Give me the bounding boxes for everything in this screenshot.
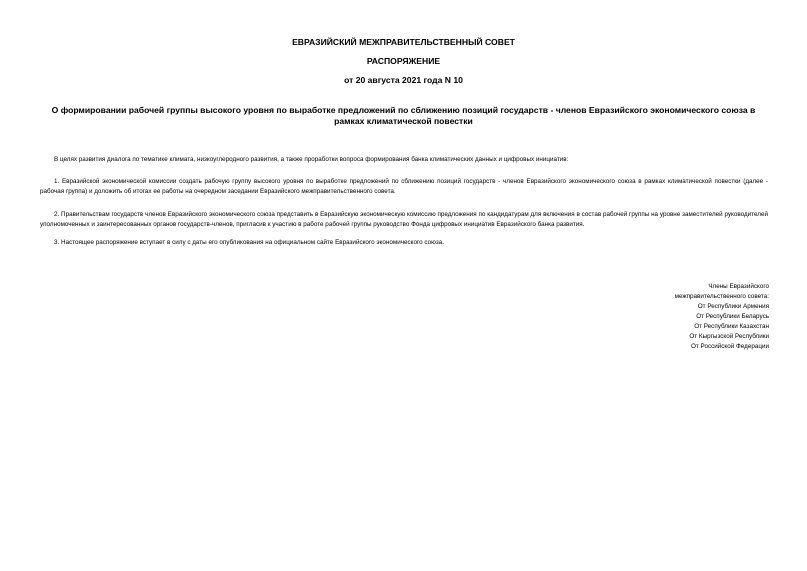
signatory-belarus: От Республики Беларусь: [696, 313, 769, 320]
document-date: от 20 августа 2021 года N 10: [344, 75, 463, 85]
signature-block: [509, 282, 769, 352]
clause-paragraph-3: 3. Настоящее распоряжение вступает в силу с даты его опубликования на официальном сайте Евразийского экономического союза.: [54, 239, 444, 246]
signatory-kyrgyzstan: От Кыргызской Республики: [689, 333, 769, 340]
signatory-armenia: От Республики Армения: [697, 303, 769, 310]
signature-heading-line1: Члены Евразийского: [708, 283, 769, 290]
preamble-paragraph: В целях развития диалога по тематике климата, низкоуглеродного развития, а также проработки вопроса формирования банка климатических данных и цифровых инициатив:: [54, 156, 569, 163]
clause-paragraph-2: 2. Правительствам государств членов Евразийского экономического союза представить в Евразийскую экономическую комиссию предложения по кандидатурам для включения в состав рабочей группы на уровне заместителей руководителей уполномоченных и заинтересованных органов государств-членов, пригласив к участию в работе рабочей группы руководство Фонда цифровых инициатив Евразийского банка развития.: [40, 211, 768, 228]
signature-heading-line2: межправительственного совета:: [674, 293, 769, 300]
signatory-kazakhstan: От Республики Казахстан: [694, 323, 769, 330]
clause-paragraph-1: 1. Евразийской экономической комиссии создать рабочую группу высокого уровня по выработке предложений по сближению позиций государств - членов Евразийского экономического союза в рамках климатической повестки (далее - рабочая группа) и доложить об итогах ее работы на очередном заседании Евразийского межправительственного совета.: [40, 178, 768, 195]
document-title: О формировании рабочей группы высокого уровня по выработке предложений по сближению позиций государств - членов Евразийского экономического союза в рамках климатической повестки: [51, 105, 756, 126]
signatory-russia: От Российской Федерации: [690, 343, 769, 350]
document-type: РАСПОРЯЖЕНИЕ: [366, 56, 441, 66]
organization-name: ЕВРАЗИЙСКИЙ МЕЖПРАВИТЕЛЬСТВЕННЫЙ СОВЕТ: [292, 37, 515, 47]
